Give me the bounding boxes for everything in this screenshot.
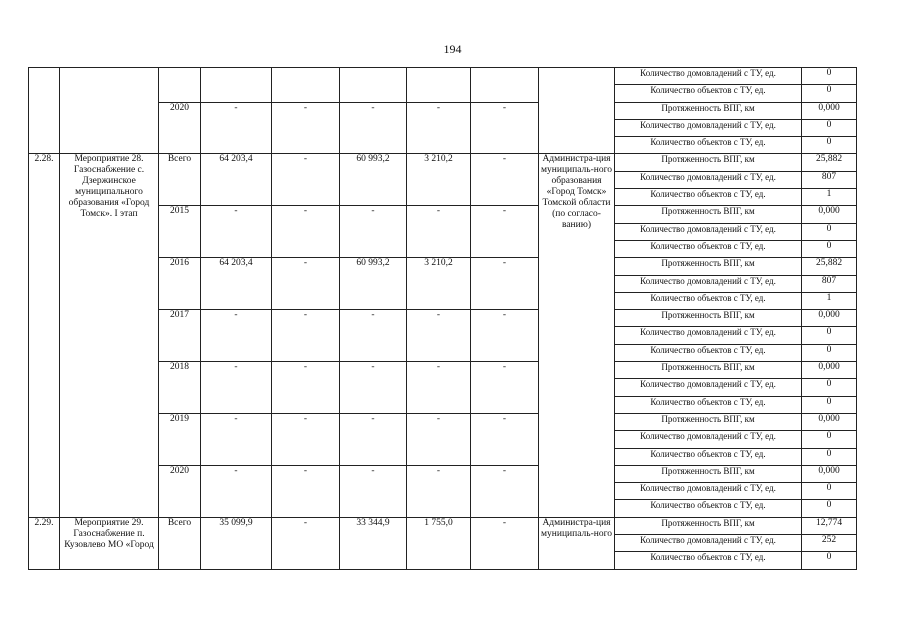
total-cell: 64 203,4 [201,258,272,310]
indicator-value: 1 [802,189,857,206]
indicator-value: 0,000 [802,362,857,379]
indicator-objects-label: Количество объектов с ТУ, ед. [615,292,802,309]
total-cell: - [201,310,272,362]
indicator-value: 0 [802,396,857,413]
funding-cell: - [340,362,407,414]
indicator-value: 807 [802,171,857,188]
indicator-value: 0,000 [802,310,857,327]
indicator-households-label: Количество домовладений с ТУ, ед. [615,535,802,552]
indicator-households-label: Количество домовладений с ТУ, ед. [615,431,802,448]
indicator-value: 0 [802,327,857,344]
funding-cell: 1 755,0 [407,517,471,569]
measure-number: 2.28. [29,154,60,517]
indicator-households-label: Количество домовладений с ТУ, ед. [615,327,802,344]
table-row [29,154,857,171]
indicator-value: 0 [802,137,857,154]
indicator-households-label: Количество домовладений с ТУ, ед. [615,483,802,500]
funding-cell: - [471,206,539,258]
indicator-value: 0,000 [802,465,857,482]
funding-cell: - [340,102,407,154]
funding-cell: - [407,102,471,154]
indicator-households-label: Количество домовладений с ТУ, ед. [615,275,802,292]
table-body [29,68,857,570]
indicator-value: 0,000 [802,413,857,430]
funding-cell: - [471,413,539,465]
indicator-objects-label: Количество объектов с ТУ, ед. [615,85,802,102]
year-cell: 2016 [159,258,201,310]
funding-cell: - [471,465,539,517]
year-cell: Всего [159,517,201,569]
indicator-objects-label: Количество объектов с ТУ, ед. [615,552,802,569]
indicator-objects-label: Количество объектов с ТУ, ед. [615,344,802,361]
funding-cell: - [272,102,340,154]
total-cell: - [201,362,272,414]
indicator-value: 0 [802,119,857,136]
indicator-value: 0 [802,85,857,102]
funding-cell: - [340,206,407,258]
funding-cell: - [340,465,407,517]
indicator-value: 0 [802,240,857,257]
measure-number: 2.29. [29,517,60,569]
funding-cell: 60 993,2 [340,258,407,310]
funding-cell: 33 344,9 [340,517,407,569]
funding-cell: - [272,465,340,517]
indicator-length-label: Протяженность ВПГ, км [615,413,802,430]
continued-funding-cell [272,68,340,103]
year-cell: 2017 [159,310,201,362]
total-cell: - [201,102,272,154]
measure-name: Мероприятие 29. Газоснабжение п. Кузовлево МО «Город [60,517,159,569]
executor-cell: Администра-ция муниципаль-ного [539,517,615,569]
funding-cell: - [407,413,471,465]
funding-cell: - [471,154,539,206]
funding-cell: - [272,206,340,258]
indicator-length-label: Протяженность ВПГ, км [615,258,802,275]
funding-cell: - [471,362,539,414]
indicator-length-label: Протяженность ВПГ, км [615,310,802,327]
funding-cell: - [407,310,471,362]
indicator-value: 807 [802,275,857,292]
measure-name: Мероприятие 28. Газоснабжение с. Дзержинское муниципального образования «Город Томск». I этап [60,154,159,517]
funding-cell: - [471,310,539,362]
indicator-value: 252 [802,535,857,552]
indicator-value: 25,882 [802,258,857,275]
indicator-objects-label: Количество объектов с ТУ, ед. [615,500,802,517]
funding-cell: - [340,413,407,465]
continued-name-cell [60,68,159,154]
program-table [28,67,857,570]
indicator-length-label: Протяженность ВПГ, км [615,206,802,223]
indicator-objects-label: Количество объектов с ТУ, ед. [615,137,802,154]
indicator-value: 25,882 [802,154,857,171]
indicator-value: 0 [802,68,857,85]
indicator-length-label: Протяженность ВПГ, км [615,102,802,119]
indicator-objects-label: Количество объектов с ТУ, ед. [615,240,802,257]
year-cell: Всего [159,154,201,206]
indicator-households-label: Количество домовладений с ТУ, ед. [615,68,802,85]
funding-cell: - [471,517,539,569]
indicator-value: 0,000 [802,102,857,119]
indicator-length-label: Протяженность ВПГ, км [615,465,802,482]
indicator-value: 0,000 [802,206,857,223]
total-cell: 64 203,4 [201,154,272,206]
year-cell: 2018 [159,362,201,414]
continued-year-cell [159,68,201,103]
indicator-value: 0 [802,344,857,361]
continued-funding-cell [407,68,471,103]
year-cell: 2019 [159,413,201,465]
executor-cell: Администра-ция муниципаль-ного образования «Город Томск» Томской области (по согласо-ванию) [539,154,615,517]
continued-funding-cell [471,68,539,103]
year-cell: 2020 [159,102,201,154]
continued-funding-cell [340,68,407,103]
year-cell: 2020 [159,465,201,517]
total-cell: - [201,413,272,465]
funding-cell: - [340,310,407,362]
funding-cell: 3 210,2 [407,258,471,310]
funding-cell: - [272,154,340,206]
year-cell: 2015 [159,206,201,258]
total-cell: - [201,465,272,517]
indicator-length-label: Протяженность ВПГ, км [615,517,802,534]
table-row [29,517,857,534]
continued-total-cell [201,68,272,103]
indicator-value: 0 [802,431,857,448]
indicator-length-label: Протяженность ВПГ, км [615,362,802,379]
indicator-value: 0 [802,379,857,396]
total-cell: - [201,206,272,258]
indicator-households-label: Количество домовладений с ТУ, ед. [615,119,802,136]
page-number: 194 [443,42,462,56]
indicator-value: 0 [802,500,857,517]
indicator-value: 12,774 [802,517,857,534]
indicator-households-label: Количество домовладений с ТУ, ед. [615,171,802,188]
indicator-objects-label: Количество объектов с ТУ, ед. [615,448,802,465]
funding-cell: - [407,465,471,517]
funding-cell: 3 210,2 [407,154,471,206]
indicator-households-label: Количество домовладений с ТУ, ед. [615,379,802,396]
continued-number-cell [29,68,60,154]
funding-cell: - [407,362,471,414]
funding-cell: - [471,102,539,154]
table-row [29,68,857,85]
funding-cell: - [272,413,340,465]
indicator-value: 0 [802,223,857,240]
indicator-value: 0 [802,552,857,569]
indicator-objects-label: Количество объектов с ТУ, ед. [615,396,802,413]
indicator-length-label: Протяженность ВПГ, км [615,154,802,171]
indicator-value: 1 [802,292,857,309]
indicator-objects-label: Количество объектов с ТУ, ед. [615,189,802,206]
continued-executor-cell [539,68,615,154]
indicator-households-label: Количество домовладений с ТУ, ед. [615,223,802,240]
indicator-value: 0 [802,448,857,465]
funding-cell: - [272,362,340,414]
funding-cell: - [272,517,340,569]
indicator-value: 0 [802,483,857,500]
total-cell: 35 099,9 [201,517,272,569]
funding-cell: 60 993,2 [340,154,407,206]
funding-cell: - [407,206,471,258]
funding-cell: - [272,310,340,362]
funding-cell: - [471,258,539,310]
funding-cell: - [272,258,340,310]
